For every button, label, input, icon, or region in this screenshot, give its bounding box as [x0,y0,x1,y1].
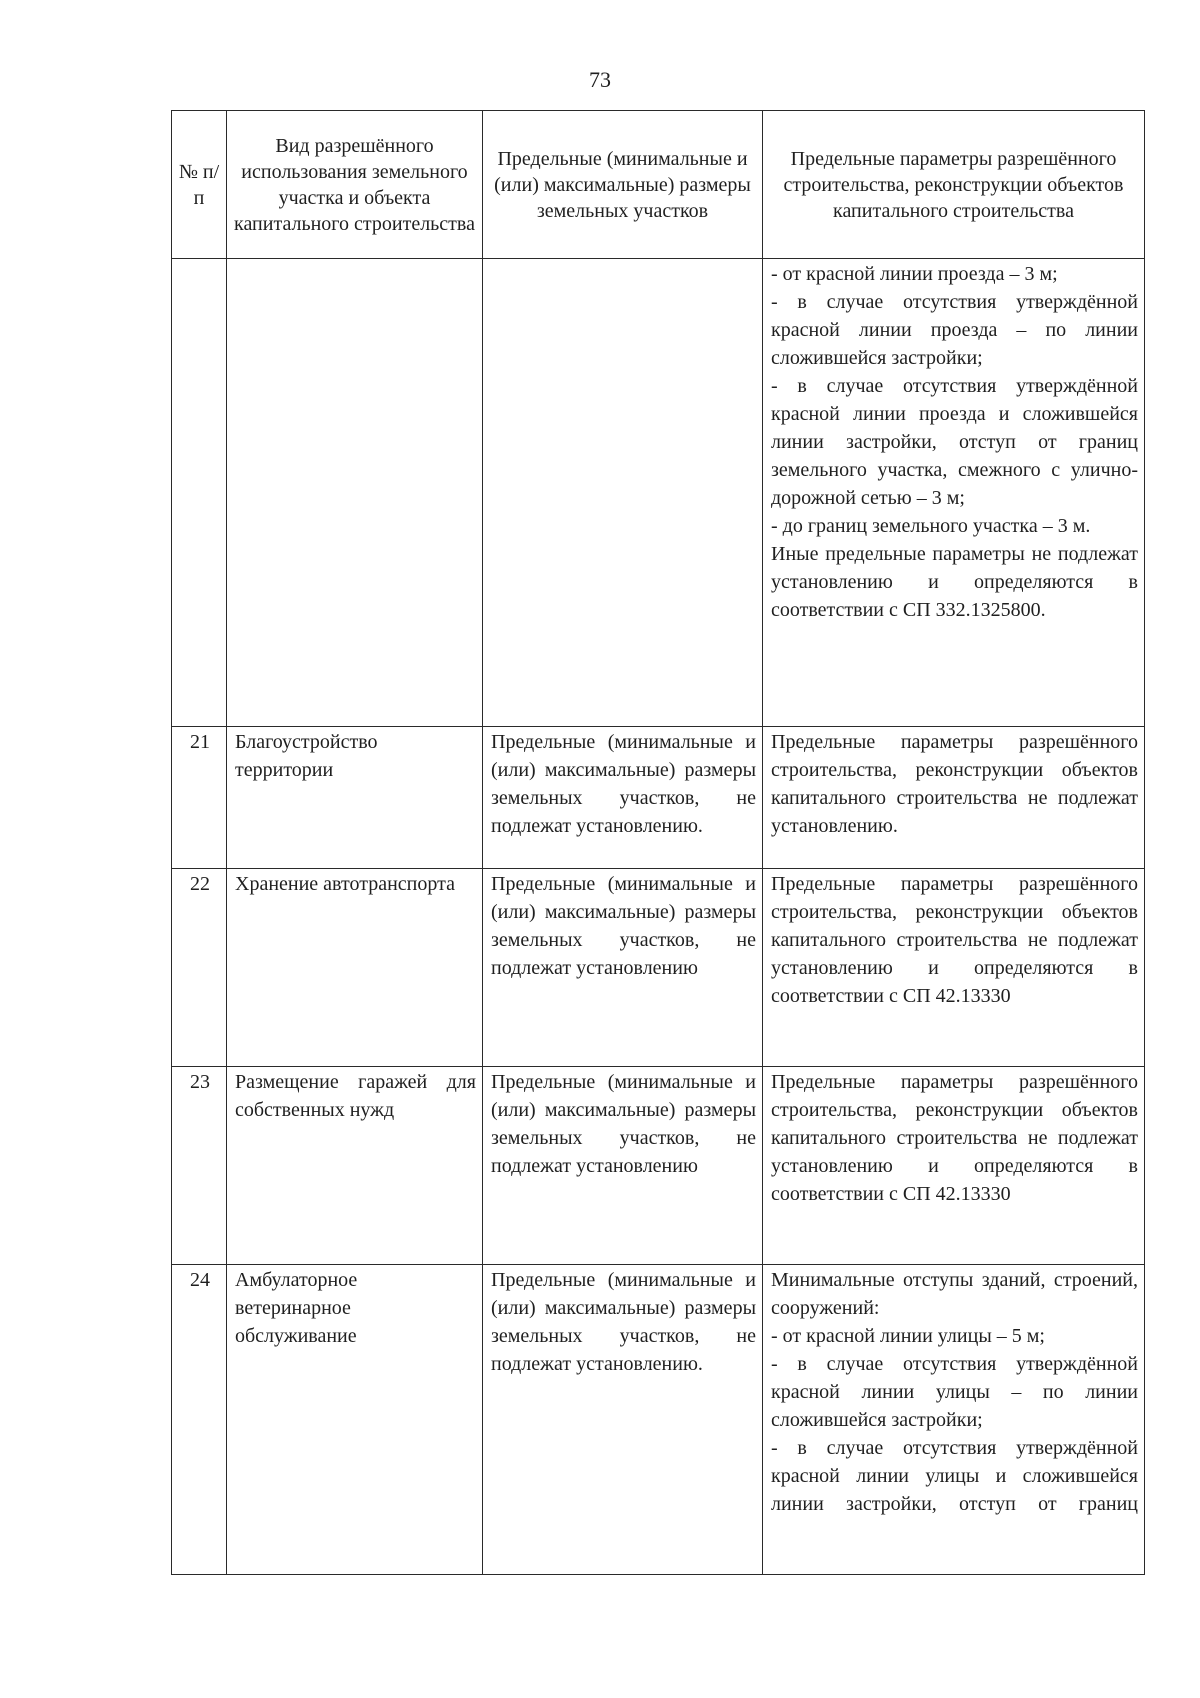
size-text: Предельные (минимальные и (или) максимальные) размеры земельных участков, не подлежат установлению. [491,1269,756,1375]
param-line: - от красной линии проезда – 3 м; [771,263,1058,285]
size-text: Предельные (минимальные и (или) максимальные) размеры земельных участков, не подлежат установлению [491,873,756,979]
header-num: № п/п [172,111,227,259]
table-row [172,1067,1145,1265]
row-build-params [763,1067,1145,1265]
row-plot-size [483,869,763,1067]
row-number: 21 [172,727,227,869]
param-line: - от красной линии улицы – 5 м; [771,1325,1045,1347]
row-build-params [763,259,1145,727]
row-number [172,259,227,727]
table-row [172,869,1145,1067]
land-use-table [171,110,1145,1575]
row-use-type [227,727,483,869]
page-number: 73 [589,67,611,92]
row-build-params [763,1265,1145,1575]
use-text: Размещение гаражей для собственных нужд [235,1071,476,1121]
table-row [172,727,1145,869]
row-build-params [763,727,1145,869]
row-use-type [227,259,483,727]
param-line: Предельные параметры разрешённого строительства, реконструкции объектов капитального строительства не подлежат установлению и определяются в соответствии с СП 42.13330 [771,873,1138,1007]
size-text: Предельные (минимальные и (или) максимальные) размеры земельных участков, не подлежат установлению [491,1071,756,1177]
param-line: Минимальные отступы зданий, строений, сооружений: [771,1269,1138,1319]
row-use-type [227,1067,483,1265]
row-use-type [227,869,483,1067]
row-build-params [763,869,1145,1067]
param-line: Иные предельные параметры не подлежат установлению и определяются в соответствии с СП 332.1325800. [771,543,1138,621]
row-plot-size [483,1265,763,1575]
row-use-type [227,1265,483,1575]
use-text: Благоустройство территории [235,731,378,781]
param-line: - в случае отсутствия утверждённой красной линии улицы – по линии сложившейся застройки; [771,1353,1138,1431]
param-line: Предельные параметры разрешённого строительства, реконструкции объектов капитального строительства не подлежат установлению. [771,731,1138,837]
row-plot-size [483,259,763,727]
use-text: Хранение автотранспорта [235,873,455,895]
table-row [172,1265,1145,1575]
param-line: - до границ земельного участка – 3 м. [771,515,1091,537]
header-build-params: Предельные параметры разрешённого строительства, реконструкции объектов капитального строительства [763,111,1145,259]
table-row [172,259,1145,727]
header-plot-size: Предельные (минимальные и (или) максимальные) размеры земельных участков [483,111,763,259]
row-plot-size [483,727,763,869]
row-number: 24 [172,1265,227,1575]
param-line: - в случае отсутствия утверждённой красной линии проезда и сложившейся линии застройки, отступ от границ земельного участка, смежного с улично-дорожной сетью – 3 м; [771,375,1138,509]
row-plot-size [483,1067,763,1265]
param-line: Предельные параметры разрешённого строительства, реконструкции объектов капитального строительства не подлежат установлению и определяются в соответствии с СП 42.13330 [771,1071,1138,1205]
row-number: 23 [172,1067,227,1265]
param-line: - в случае отсутствия утверждённой красной линии улицы и сложившейся линии застройки, отступ от границ [771,1437,1138,1515]
table-header-row [172,111,1145,259]
header-use-type: Вид разрешённого использования земельного участка и объекта капитального строительства [227,111,483,259]
param-line: - в случае отсутствия утверждённой красной линии проезда – по линии сложившейся застройки; [771,291,1138,369]
row-number: 22 [172,869,227,1067]
size-text: Предельные (минимальные и (или) максимальные) размеры земельных участков, не подлежат установлению. [491,731,756,837]
use-text: Амбулаторное ветеринарное обслуживание [235,1269,358,1347]
